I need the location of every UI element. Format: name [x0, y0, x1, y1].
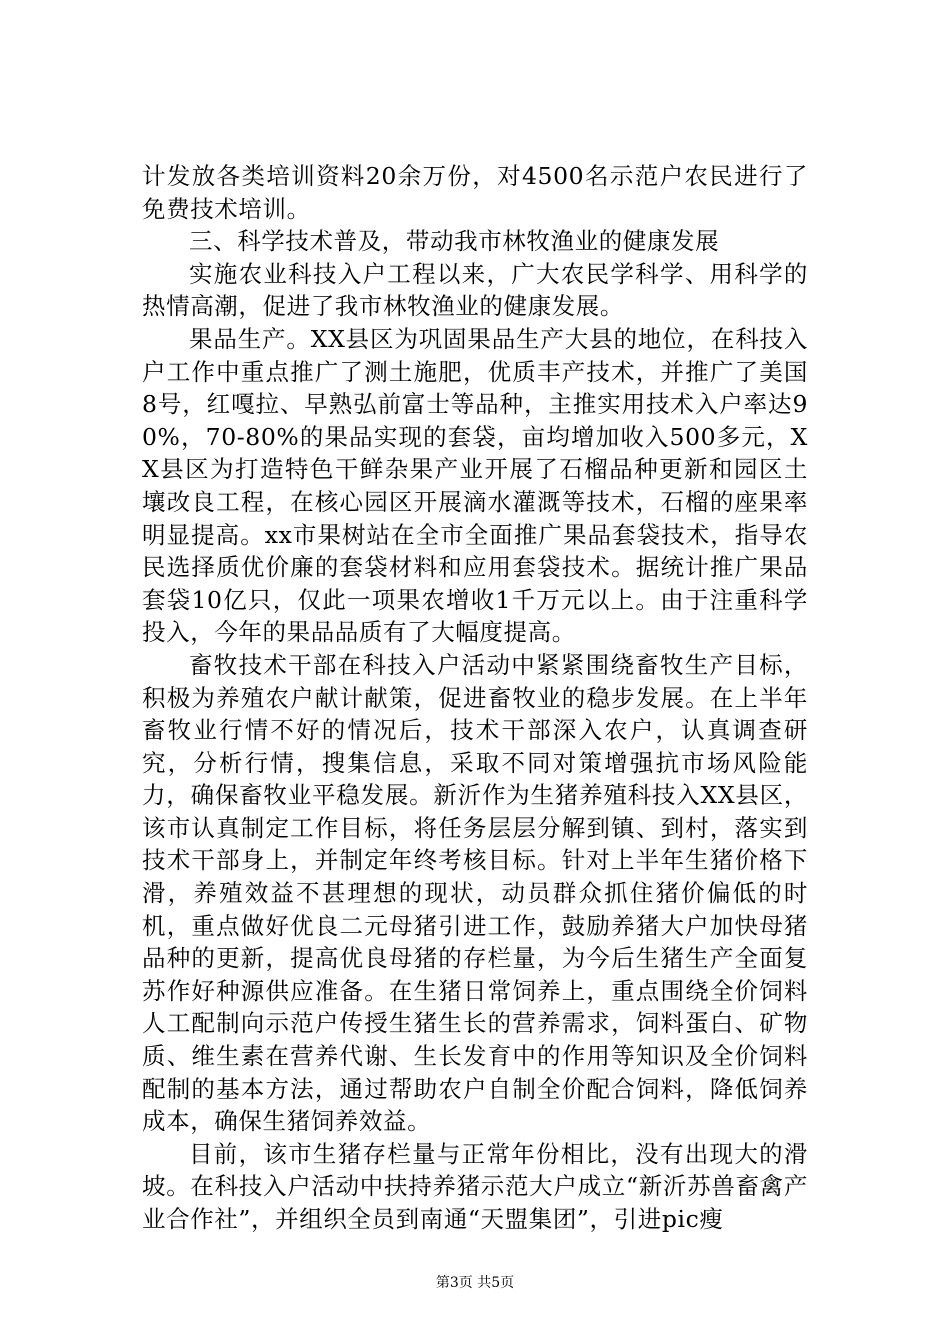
- page-number-label: 第3页 共5页: [435, 1275, 515, 1291]
- paragraph-livestock: 畜牧技术干部在科技入户活动中紧紧围绕畜牧生产目标，积极为养殖农户献计献策，促进畜牧业的稳步发展。在上半年畜牧业行情不好的情况后，技术干部深入农户，认真调查研究，分析行情，搜集信息，采取不同对策增强抗市场风险能力，确保畜牧业平稳发展。新沂作为生猪养殖科技入XX县区，该市认真制定工作目标，将任务层层分解到镇、到村，落实到技术干部身上，并制定年终考核目标。针对上半年生猪价格下滑，养殖效益不甚理想的现状，动员群众抓住猪价偏低的时机，重点做好优良二元母猪引进工作，鼓励养猪大户加快母猪品种的更新，提高优良母猪的存栏量，为今后生猪生产全面复苏作好种源供应准备。在生猪日常饲养上，重点围绕全价饲料人工配制向示范户传授生猪生长的营养需求，饲料蛋白、矿物质、维生素在营养代谢、生长发育中的作用等知识及全价饲料配制的基本方法，通过帮助农户自制全价配合饲料，降低饲养成本，确保生猪饲养效益。: [142, 650, 808, 1136]
- paragraph-intro: 实施农业科技入户工程以来，广大农民学科学、用科学的热情高潮，促进了我市林牧渔业的健康发展。: [142, 259, 808, 321]
- paragraph-pig-stock: 目前，该市生猪存栏量与正常年份相比，没有出现大的滑坡。在科技入户活动中扶持养猪示范大户成立“新沂苏兽畜禽产业合作社”，并组织全员到南通“天盟集团”，引进pic瘦: [142, 1139, 808, 1233]
- page-footer: [0, 1273, 950, 1293]
- paragraph-fruit-production: 果品生产。XX县区为巩固果品生产大县的地位，在科技入户工作中重点推广了测土施肥，优质丰产技术，并推广了美国8号，红嘎拉、早熟弘前富士等品种，主推实用技术入户率达90%，70-80%的果品实现的套袋，亩均增加收入500多元，XX县区为打造特色干鲜杂果产业开展了石榴品种更新和园区土壤改良工程，在核心园区开展滴水灌溉等技术，石榴的座果率明显提高。xx市果树站在全市全面推广果品套袋技术，指导农民选择质优价廉的套袋材料和应用套袋技术。据统计推广果品套袋10亿只，仅此一项果农增收1千万元以上。由于注重科学投入，今年的果品品质有了大幅度提高。: [142, 324, 808, 647]
- section-heading-three: 三、科学技术普及，带动我市林牧渔业的健康发展: [189, 227, 720, 256]
- document-body: [142, 160, 808, 1236]
- paragraph-training-continuation: 计发放各类培训资料20余万份，对4500名示范户农民进行了免费技术培训。: [142, 162, 808, 223]
